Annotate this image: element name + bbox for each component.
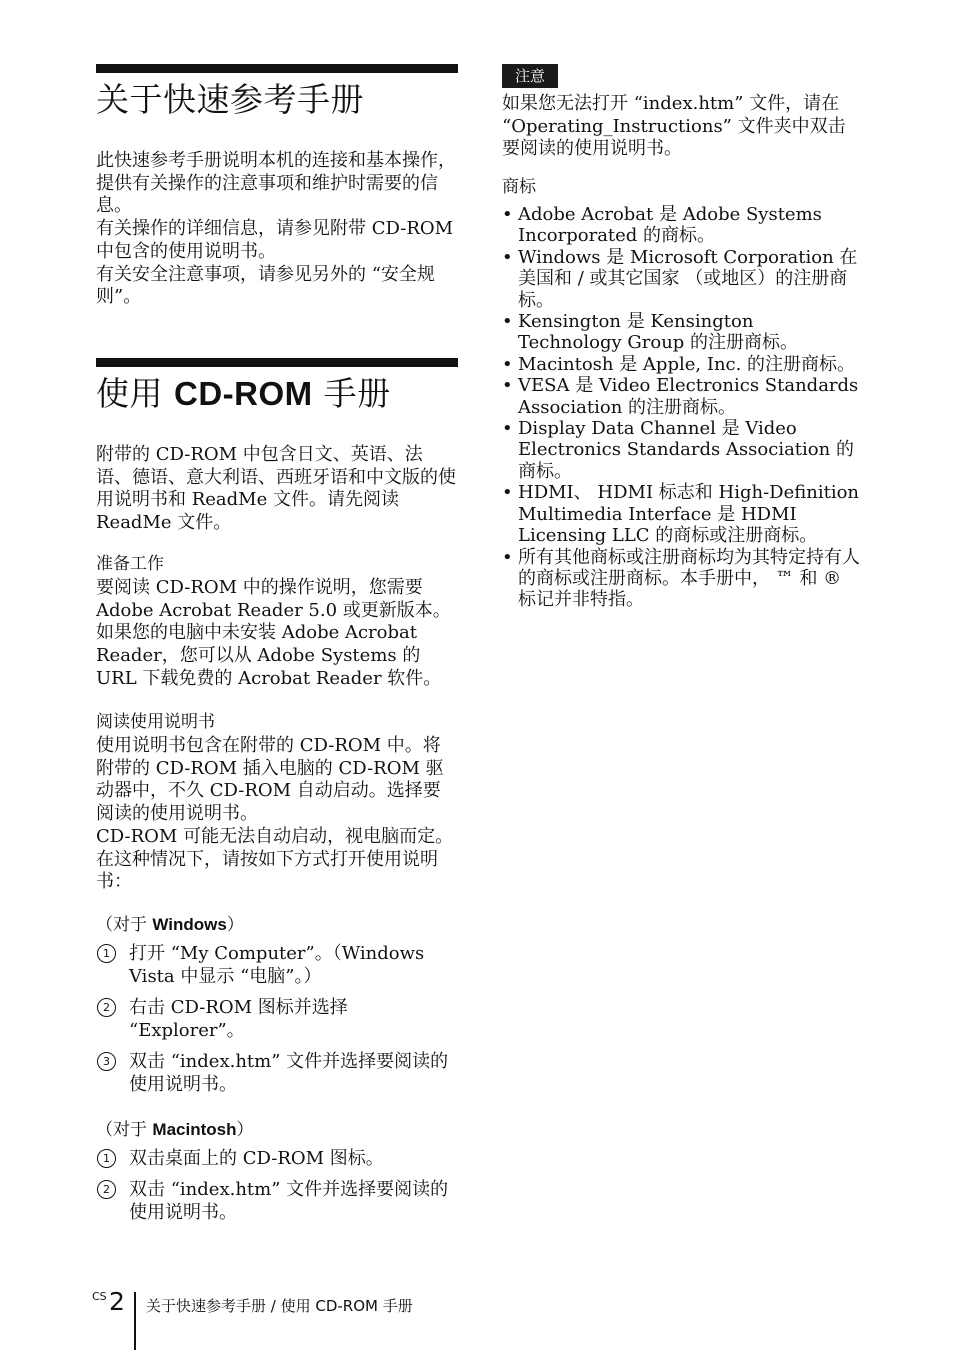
mac-steps bbox=[96, 1147, 458, 1224]
cdrom-intro bbox=[96, 444, 458, 535]
trademark-list bbox=[502, 204, 862, 611]
list-item: • Adobe Acrobat 是 Adobe Systems Incorporated 的商标。 bbox=[502, 204, 862, 247]
step-item bbox=[96, 996, 458, 1042]
title-text: 使用 bbox=[96, 374, 174, 413]
trademarks-section bbox=[502, 176, 862, 611]
subheading-mac bbox=[96, 1119, 458, 1141]
step-item bbox=[96, 942, 458, 988]
subheading-preparation: 准备工作 bbox=[96, 554, 164, 574]
heading-text: （对于 bbox=[96, 915, 153, 935]
step-number-icon: 3 bbox=[97, 1052, 116, 1071]
paragraph: 此快速参考手册说明本机的连接和基本操作，提供有关操作的注意事项和维护时需要的信息。 bbox=[96, 150, 456, 217]
step-number-icon: 1 bbox=[97, 944, 116, 963]
section-title-cdrom-manual bbox=[96, 374, 391, 414]
step-text: 右击 CD-ROM 图标并选择 “Explorer”。 bbox=[129, 997, 348, 1041]
paragraph: CD-ROM 可能无法自动启动，视电脑而定。在这种情况下，请按如下方式打开使用说明书： bbox=[96, 825, 454, 893]
paragraph: 要阅读 CD-ROM 中的操作说明，您需要 Adobe Acrobat Reader 5.0 或更新版本。如果您的电脑中未安装 Adobe Acrobat Reader，您可以从 Adobe Systems 的 URL 下载免费的 Acrobat Reader 软件。 bbox=[96, 577, 451, 689]
footer-divider bbox=[134, 1292, 136, 1350]
note-body bbox=[502, 93, 862, 161]
title-text-latin: CD-ROM bbox=[174, 375, 313, 412]
section-rule bbox=[96, 64, 458, 73]
heading-text: ） bbox=[226, 915, 244, 935]
paragraph: 有关安全注意事项，请参见另外的 “安全规则”。 bbox=[96, 263, 435, 308]
step-number-icon: 1 bbox=[97, 1149, 116, 1168]
mac-section bbox=[96, 1119, 458, 1232]
step-item bbox=[96, 1050, 458, 1096]
step-text: 双击桌面上的 CD-ROM 图标。 bbox=[129, 1148, 384, 1169]
step-number-icon: 2 bbox=[97, 998, 116, 1017]
title-text: 手册 bbox=[312, 374, 391, 413]
list-item: • Windows 是 Microsoft Corporation 在美国和 / 或其它国家 （或地区）的注册商标。 bbox=[502, 247, 862, 311]
quick-reference-body bbox=[96, 150, 458, 309]
step-item bbox=[96, 1178, 458, 1224]
heading-text-latin: Macintosh bbox=[152, 1120, 237, 1139]
windows-section bbox=[96, 914, 458, 1104]
paragraph: 有关操作的详细信息，请参见附带 CD-ROM 中包含的使用说明书。 bbox=[96, 218, 454, 262]
list-item: • VESA 是 Video Electronics Standards Association 的注册商标。 bbox=[502, 375, 862, 418]
windows-steps bbox=[96, 942, 458, 1096]
section-title-quick-reference: 关于快速参考手册 bbox=[96, 80, 364, 119]
subheading-windows bbox=[96, 914, 458, 936]
language-code: CS bbox=[92, 1290, 107, 1303]
step-item bbox=[96, 1147, 458, 1170]
step-text: 打开 “My Computer”。（Windows Vista 中显示 “电脑”。） bbox=[129, 943, 425, 987]
page-number-value: 2 bbox=[109, 1287, 125, 1316]
step-text: 双击 “index.htm” 文件并选择要阅读的使用说明书。 bbox=[129, 1051, 449, 1095]
list-item: • Kensington 是 Kensington Technology Group 的注册商标。 bbox=[502, 311, 862, 354]
step-text: 双击 “index.htm” 文件并选择要阅读的使用说明书。 bbox=[129, 1179, 449, 1223]
paragraph: 使用说明书包含在附带的 CD-ROM 中。将附带的 CD-ROM 插入电脑的 CD-ROM 驱动器中，不久 CD-ROM 自动启动。选择要阅读的使用说明书。 bbox=[96, 735, 444, 825]
running-title: 关于快速参考手册 / 使用 CD-ROM 手册 bbox=[146, 1297, 413, 1315]
note-badge: 注意 bbox=[502, 64, 558, 88]
preparation-section bbox=[96, 553, 458, 691]
reading-section bbox=[96, 711, 458, 894]
note-text: 如果您无法打开 “index.htm” 文件，请在 “Operating_Instructions” 文件夹中双击要阅读的使用说明书。 bbox=[502, 93, 846, 160]
list-item: • Macintosh 是 Apple, Inc. 的注册商标。 bbox=[502, 354, 862, 375]
section-rule bbox=[96, 358, 458, 367]
list-item: • HDMI、 HDMI 标志和 High-Definition Multimedia Interface 是 HDMI Licensing LLC 的商标或注册商标。 bbox=[502, 482, 862, 546]
list-item: • Display Data Channel 是 Video Electronics Standards Association 的商标。 bbox=[502, 418, 862, 482]
subheading-reading: 阅读使用说明书 bbox=[96, 712, 215, 732]
heading-text-latin: Windows bbox=[152, 915, 227, 934]
list-item: • 所有其他商标或注册商标均为其特定持有人的商标或注册商标。本手册中， ™ 和 ® 标记并非特指。 bbox=[502, 547, 862, 611]
subheading-trademarks: 商标 bbox=[502, 177, 536, 197]
step-number-icon: 2 bbox=[97, 1180, 116, 1199]
heading-text: ） bbox=[236, 1120, 254, 1140]
paragraph: 附带的 CD-ROM 中包含日文、英语、法语、德语、意大利语、西班牙语和中文版的使用说明书和 ReadMe 文件。请先阅读 ReadMe 文件。 bbox=[96, 444, 456, 534]
heading-text: （对于 bbox=[96, 1120, 153, 1140]
